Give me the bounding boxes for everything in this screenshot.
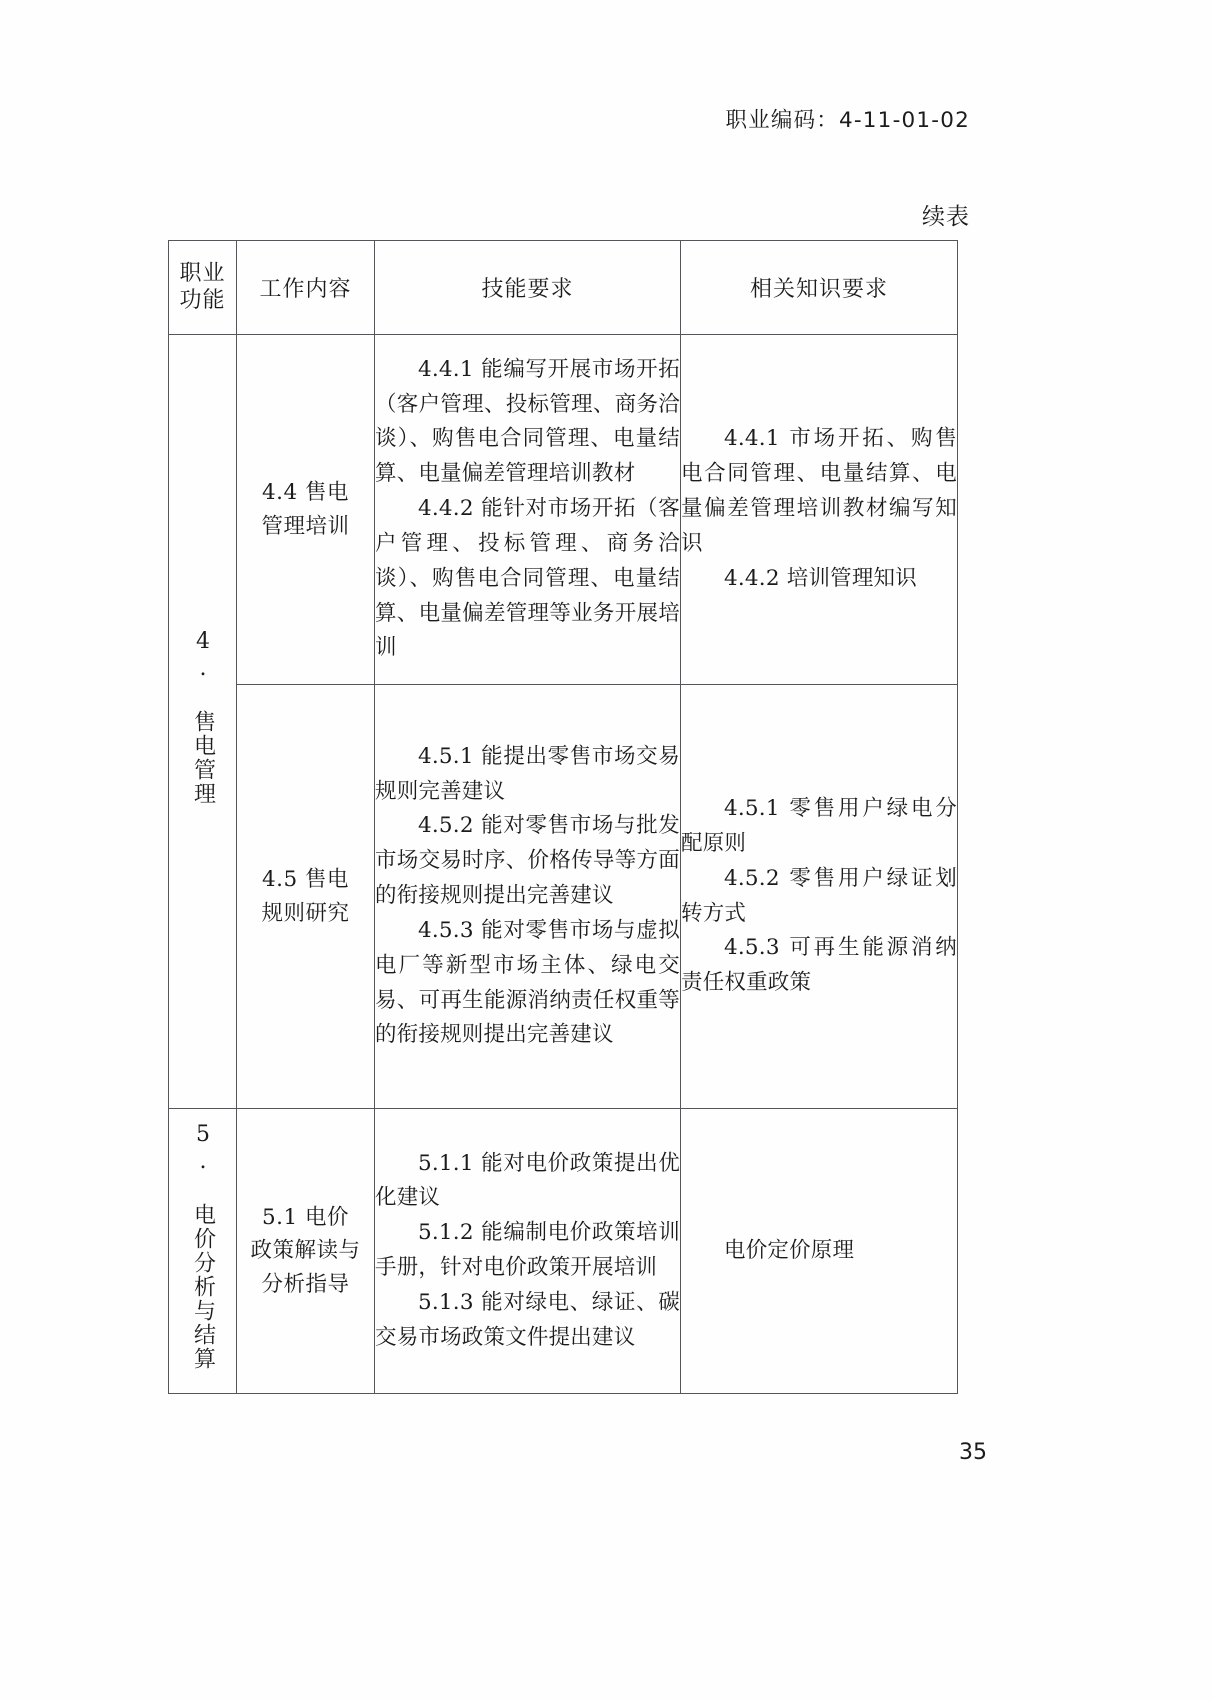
table-header-row — [169, 241, 958, 335]
knowledge-item: 4.4.2 培训管理知识 — [724, 565, 917, 591]
skill-item: 5.1.3 能对绿电、绿证、碳交易市场政策文件提出建议 — [375, 1289, 680, 1350]
work-content-cell-5-1 — [237, 1109, 375, 1394]
column-header-work-content: 工作内容 — [237, 241, 375, 335]
table-row — [169, 685, 958, 1109]
knowledge-item: 电价定价原理 — [724, 1237, 855, 1263]
work-content-5-1-line1: 5.1 电价 — [261, 1205, 350, 1231]
knowledge-cell-4-5 — [681, 685, 958, 1109]
occupation-code-header: 职业编码：4-11-01-02 — [725, 108, 970, 133]
work-content-4-4-line1: 4.4 售电 — [261, 480, 350, 506]
skill-item: 4.4.2 能针对市场开拓（客户管理、投标管理、商务洽谈）、购售电合同管理、电量结算、电量偏差管理等业务开展培训 — [375, 496, 680, 661]
knowledge-item: 4.5.2 零售用户绿证划转方式 — [681, 865, 957, 926]
work-content-cell-4-4 — [237, 335, 375, 685]
knowledge-item: 4.5.1 零售用户绿电分配原则 — [681, 796, 957, 856]
page-number: 35 — [959, 1440, 987, 1465]
work-content-4-5-line2: 规则研究 — [261, 900, 350, 926]
work-content-5-1-line2: 政策解读与 — [250, 1238, 361, 1264]
column-header-knowledge-requirements: 相关知识要求 — [681, 241, 958, 335]
work-content-4-5-line1: 4.5 售电 — [261, 867, 350, 893]
knowledge-item: 4.5.3 可再生能源消纳责任权重政策 — [681, 935, 957, 996]
skill-item: 4.5.2 能对零售市场与批发市场交易时序、价格传导等方面的衔接规则提出完善建议 — [375, 813, 680, 909]
skill-item: 4.5.1 能提出零售市场交易规则完善建议 — [375, 743, 680, 804]
knowledge-cell-5-1 — [681, 1109, 958, 1394]
standards-table-wrapper — [168, 240, 957, 1394]
skill-cell-5-1 — [375, 1109, 681, 1394]
skill-item: 5.1.2 能编制电价政策培训手册，针对电价政策开展培训 — [375, 1220, 680, 1280]
table-row — [169, 1109, 958, 1394]
work-content-4-4-line2: 管理培训 — [261, 513, 350, 539]
knowledge-item: 4.4.1 市场开拓、购售电合同管理、电量结算、电量偏差管理培训教材编写知识 — [681, 426, 957, 556]
skill-cell-4-5 — [375, 685, 681, 1109]
column-header-function — [169, 241, 237, 335]
column-header-skill-requirements: 技能要求 — [375, 241, 681, 335]
skill-item: 4.4.1 能编写开展市场开拓（客户管理、投标管理、商务洽谈）、购售电合同管理、电量结算、电量偏差管理培训教材 — [375, 356, 680, 487]
function-cell-5 — [169, 1109, 237, 1394]
column-header-function-line1: 职业 — [179, 260, 226, 286]
function-cell-4 — [169, 335, 237, 1109]
occupational-standards-table — [168, 240, 958, 1394]
work-content-5-1-line3: 分析指导 — [261, 1271, 350, 1297]
function-cell-4-text: 4. 售电管理 — [190, 628, 216, 806]
skill-item: 4.5.3 能对零售市场与虚拟电厂等新型市场主体、绿电交易、可再生能源消纳责任权重等的衔接规则提出完善建议 — [375, 917, 680, 1048]
skill-item: 5.1.1 能对电价政策提出优化建议 — [375, 1150, 680, 1211]
function-cell-5-text: 5. 电价分析与结算 — [190, 1122, 216, 1372]
work-content-cell-4-5 — [237, 685, 375, 1109]
continued-table-label: 续表 — [922, 204, 970, 230]
skill-cell-4-4 — [375, 335, 681, 685]
table-row — [169, 335, 958, 685]
column-header-function-line2: 功能 — [179, 287, 226, 313]
knowledge-cell-4-4 — [681, 335, 958, 685]
